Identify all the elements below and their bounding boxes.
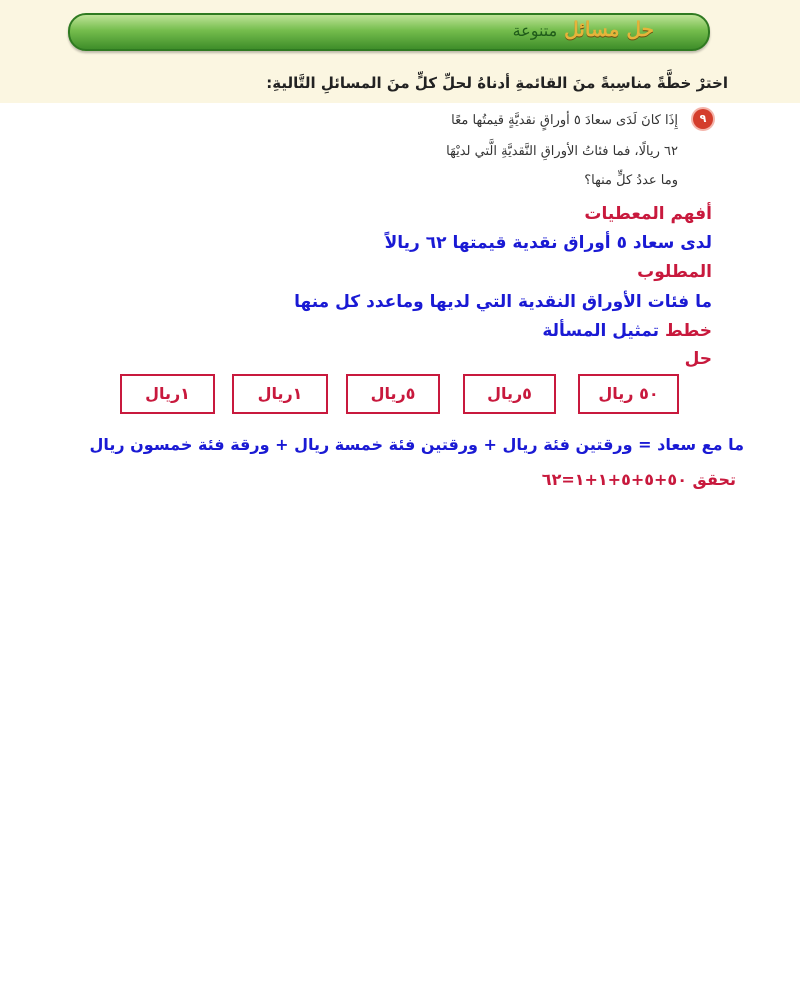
banner-title	[513, 17, 654, 41]
plan-label: خطط	[664, 321, 712, 341]
question-line-1: إِذَا كانَ لَدَى سعادَ ٥ أوراقٍ نقديَّةٍ قيمتُها معًا	[451, 113, 678, 128]
banknote-box: ١ريال	[120, 374, 215, 414]
banknote-box: ٥ريال	[463, 374, 556, 414]
required-label: المطلوب	[637, 262, 712, 282]
solve-label: حل	[684, 349, 712, 369]
result-equation: ما مع سعاد = ورقتين فئة ريال + ورقتين فئة خمسة ريال + ورقة فئة خمسون ريال	[89, 435, 744, 454]
given-text: لدى سعاد ٥ أوراق نقدية قيمتها ٦٢ ريالاً	[384, 233, 712, 253]
banner-title-sub: متنوعة	[512, 21, 558, 40]
banner-title-main: حل مسائل	[564, 17, 654, 41]
banknote-box: ١ريال	[232, 374, 328, 414]
question-line-3: وما عددُ كلٍّ منها؟	[584, 173, 678, 188]
instruction-text: اخترْ خطَّةً مناسِبةً منَ القائمةِ أدناهُ لحلِّ كلٍّ منَ المسائلِ التَّاليةِ:	[266, 74, 728, 92]
required-text: ما فئات الأوراق النقدية التي لديها وماعدد كل منها	[294, 292, 712, 312]
check-equation: تحقق ٥٠+٥+٥+١+١=٦٢	[541, 470, 736, 489]
lesson-banner	[68, 13, 710, 51]
plan-line	[542, 321, 712, 341]
plan-text: تمثيل المسألة	[542, 321, 660, 341]
question-line-2: ٦٢ ريالًا، فما فئاتُ الأوراقِ النَّقديَّةِ الَّتي لديْهَا	[446, 144, 678, 159]
understand-label: أفهم المعطيات	[584, 204, 712, 224]
banknote-box: ٥ريال	[346, 374, 440, 414]
banknote-box: ٥٠ ريال	[578, 374, 679, 414]
question-number-badge: ٩	[693, 109, 713, 129]
